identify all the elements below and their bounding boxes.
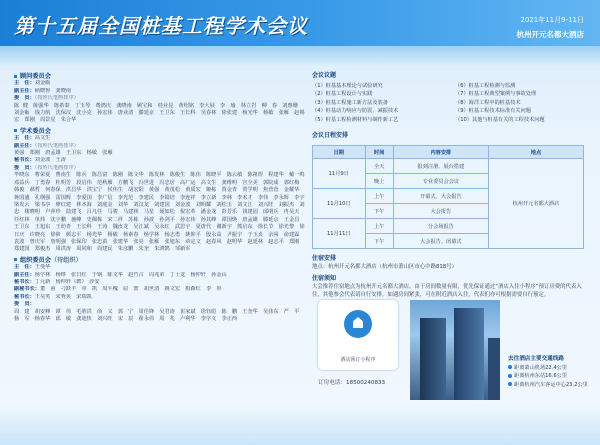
- hotel-tower: [420, 318, 446, 400]
- accommodation-notes: 大会推荐住宿地点为杭州开元名都大酒店，由于房间数量有限，优先保证通过“酒店入住小程序”预订房费的代表入住，其他参会代表请自行安排。如遇房间紧张，可在附近酒店入住，代表们亦可根据需要自行预定。: [312, 284, 582, 299]
- organizing-members: 周 建 胡安峰 谭 伟 毛胜洪 俞 义 郭 宁 周佳锋 吴君涛 崔家斌 徐钰彪 陈 鹏 王奎华 吴伟东 严 平 杨 军 杨春华 邱 敏 龚迪快 刘兴旺 宋 辰 翟永伟 周 兆 卢利华 李学文 李正西: [14, 308, 305, 322]
- schedule-time: 晚上: [365, 174, 393, 189]
- organizing-secretary: 秘书长：丁元新 杨仲轩（聘） 沙安: [14, 278, 100, 285]
- hotel-booking-caption: 酒店预订小程序: [340, 357, 376, 363]
- traffic-line: 距离杭州汽车客运中心23.2公里: [508, 381, 594, 390]
- organizing-vice-chair: 副主任：杨学林 杨桦 张日红 于钢 陈文华 赵竹占 周兆弟 丁士龙 杨仲轩 孙金山: [14, 271, 227, 278]
- schedule-content: 大会报告: [393, 204, 488, 219]
- accommodation-section: [312, 255, 592, 299]
- topic-item: （8）海洋工程中的桩基技术: [455, 99, 521, 106]
- topic-item: （1）桩基基本理论与试验研究: [312, 83, 383, 89]
- schedule-time: 上午: [365, 189, 393, 204]
- accommodation-notes-title: 住宿须知: [312, 275, 337, 283]
- conference-venue: 杭州开元名都大酒店: [516, 30, 584, 39]
- hotel-booking-card[interactable]: [318, 300, 398, 370]
- topic-item: （10）其他与桩基有关的工程技术问题: [455, 116, 545, 123]
- accommodation-address: 地点：杭州开元名都大酒店（杭州市萧山区市心中路818号）: [312, 264, 458, 271]
- topic-item: （4）桩基动力响应与防震、减振技术: [312, 108, 399, 115]
- hotel-tower: [488, 338, 500, 400]
- schedule-location: 杭州开元名都大酒店: [488, 159, 583, 249]
- header-banner: [0, 0, 600, 46]
- topics-list: [312, 82, 592, 124]
- committees-column: [14, 70, 310, 323]
- topics-title: 会议议题: [312, 72, 337, 79]
- schedule-time: 下午: [365, 234, 393, 249]
- advisory-chair: 主 任：刘金砺: [14, 80, 51, 87]
- traffic-line: 距离萧山机场22.4公里: [508, 364, 594, 373]
- advisory-vice-chair: 副主任：顾晓鲁 龚晓南: [14, 87, 72, 94]
- schedule-time: 上午: [365, 219, 393, 234]
- topic-item: （3）桩基工程施工新方法及装备: [312, 99, 388, 106]
- advisory-members: 陈 健 陈强华 陈希泰 丁玉琴 费鸿庆 龚晓南 顾宝和 桂业昆 黄绍铭 李大展 李 瑜 林立岩 柳 春 刘惠珊 刘金砺 钱力航 沈保汉 沈小克 孙宏伟 唐业清 滕延京 王卫东 王长科 吴春林 徐张建 杨光华 杨敏 张雁 赵锡宏 郑刚 周景星 朱合华: [14, 102, 305, 124]
- schedule-content: 报到注册、展台搭建: [393, 159, 488, 174]
- advisory-members-label: 委 员：（按姓氏笔画排序）: [14, 95, 79, 102]
- schedule-date: 11月9日: [313, 159, 366, 189]
- booking-phone: 订房电话：18500240833: [318, 380, 386, 386]
- academic-title: 学术委员会: [14, 128, 306, 135]
- header-subband: [0, 46, 600, 66]
- schedule-content: 分会场报告: [393, 219, 488, 234]
- conference-title: 第十五届全国桩基工程学术会议: [14, 14, 308, 38]
- schedule-header: 时间: [365, 146, 393, 159]
- hotel-photo: [410, 300, 500, 400]
- conference-date: 2021年11月9-11日: [520, 16, 584, 24]
- hotel-tower: [454, 308, 484, 400]
- academic-vice-chair-names: 黄强 郑刚 唐孟雄 王卫东 杨敏 张雁: [14, 150, 113, 157]
- schedule-date: 11月11日: [313, 219, 366, 249]
- organizing-chair: 主 任：王曼华: [14, 264, 51, 271]
- bottom-band: [0, 405, 600, 445]
- academic-members-label: 委 员：（按姓氏笔画排序）: [14, 164, 79, 171]
- schedule-content: 开幕式、大会报告: [393, 189, 488, 204]
- location-dot-icon: [508, 365, 512, 369]
- location-dot-icon: [508, 374, 512, 378]
- info-column: [312, 70, 592, 299]
- location-dot-icon: [508, 382, 512, 386]
- topic-item: （6）桩基工程检测与监测: [455, 83, 516, 89]
- traffic-info: [508, 355, 594, 389]
- schedule-header: 地点: [488, 146, 583, 159]
- traffic-line: 距离杭州东站16.6公里: [508, 372, 594, 381]
- schedule-time: 全天: [365, 159, 393, 174]
- schedule-date: 11月10日: [313, 189, 366, 219]
- schedule-header: 日期: [313, 146, 366, 159]
- organizing-vice-secretary: 副秘书长：董 甫 刁跃丰 章 凯 周平槐 屈 蕾 胡世清 姚文宏 相森红 李 彤: [14, 286, 222, 293]
- topic-item: （5）桩基工程检测材料与制作新工艺: [312, 116, 399, 123]
- schedule-content: 专业委员会会议: [393, 174, 488, 189]
- topic-item: （2）桩基工程设计与实践: [312, 91, 373, 98]
- schedule-time: 下午: [365, 204, 393, 219]
- academic-vice-chair: 副主任：（按姓氏笔画排序）: [14, 142, 79, 149]
- topic-item: （9）桩基工程技术标准有关问题: [455, 108, 531, 115]
- topic-item: （7）桩基工程典型案例与事故处理: [455, 91, 537, 98]
- academic-members: 毕晓东 曹荣夏 曹南生 陈兵 陈昌富 陈刚 陈文华 陈发林 陈俊生 陈伟 陈晓平 陈云敏 陈祖煜 程建华 戴一鸣 邓益兵 丁勇春 杜明芳 段启伟 范秋雁 方鹏飞 冯世进 冯忠居 高广运 高文生 龚维明 宫全美 郭院成 郭红梅 韩俊 郝哲 何春保 洪昌华 洪宝宁 侯伟生 胡宏阳 黄强 黄茂松 黄质宏 姬栋 贾金青 贾学明 焦营营 金耀华 蒋国盛 孔纲强 雷国辉 李爱国 李广信 李光范 李建民 李镜培 李连祥 李立新 李林 李术才 李伟 李永辉 李宇 梁发云 梁书亭 廖红建 林本海 刘庭金 刘华 刘汉龙 刘建国 刘金波 刘明耀 刘松玉 刘文江 刘兴旺 刘振杰 刘忠 楼晓明 卢萍珍 陆建飞 吕凡任 马骏 马建林 马星 聂如松 倪宏革 潘金龙 彭芳乐 钱建固 邱明兵 冉昊天 任红林 单炜 沈宇鹏 施峰 史佩栋 宋二祥 苏栋 孙波 孙剑平 孙宏伟 孙其峰 谭国焕 唐孟雄 滕延京 王金昌 王卫东 王旭东 王幼青 王长科 王涛 魏汝龙 吴江斌 吴永红 武思宇 夏唐代 谢新宇 熊启东 徐长节 徐光黎 徐日庆 许晓亮 徐筱 颜志平 杨光华 杨敏 杨素春 杨学林 杨志勇 姚仰平 殷永高 尹振宇 于玉贞 余闯 俞建霖 袁波 曾庆军 詹明强 张保印 张忠苗 张建华 张亮 张雁 张旭东 章定文 赵春风 赵明华 赵延林 赵志平 郑刚 郑建国 郑俊杰 周洪涛 周同和 周建民 朱彦鹏 朱奎 朱鸿鹄 邹新军: [14, 172, 310, 253]
- accommodation-title: 住宿安排: [312, 255, 337, 263]
- advisory-title: 顾问委员会: [14, 73, 306, 80]
- schedule-row: [313, 159, 584, 174]
- schedule-content: 大会报告、闭幕式: [393, 234, 488, 249]
- schedule-table: [312, 145, 584, 249]
- academic-secretary: 秘书长：刘金波 王涛: [14, 157, 66, 164]
- organizing-members-label: 委 员：: [14, 301, 35, 308]
- schedule-header: 内容安排: [393, 146, 488, 159]
- traffic-title: 去往酒店主要交通线路: [508, 356, 564, 362]
- organizing-title: 组织委员会（待组织）: [14, 257, 306, 264]
- academic-chair: 主 任：高文生: [14, 135, 51, 142]
- organizing-bureau-chief: 秘书长：王昊笑 宋秀英 宋瑞凯: [14, 293, 92, 300]
- hotel-icon: [344, 310, 372, 338]
- schedule-title: 会议日程安排: [312, 132, 349, 140]
